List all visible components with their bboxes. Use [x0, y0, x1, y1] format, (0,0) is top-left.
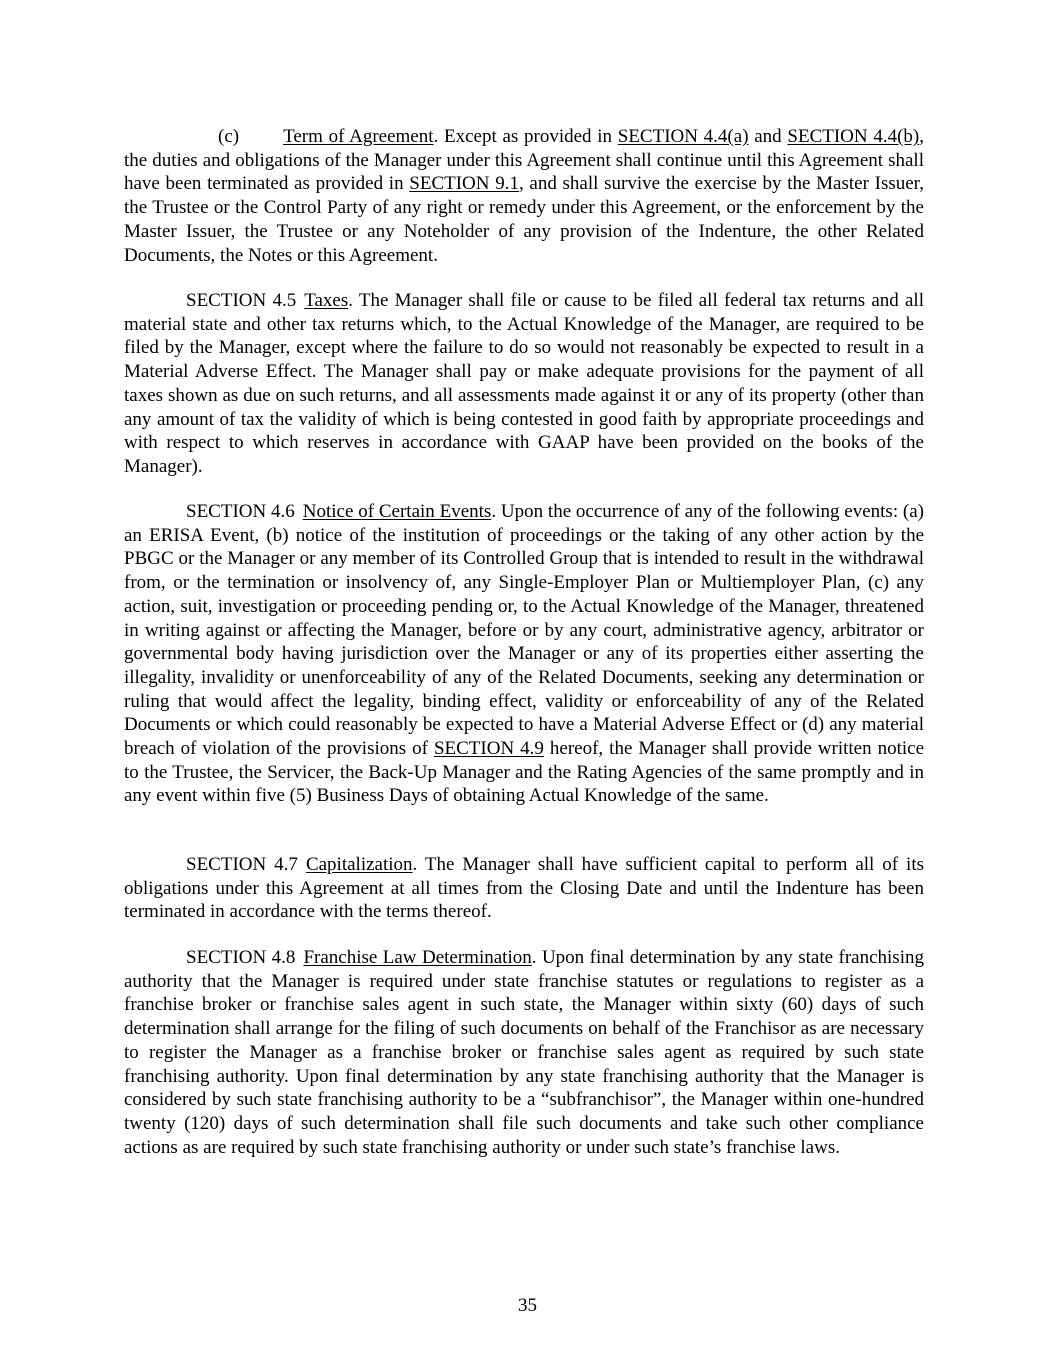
section-9-1-reference: SECTION 9.1	[409, 173, 519, 195]
paragraph-section-4-7	[124, 853, 924, 924]
paragraph-term-of-agreement	[124, 125, 924, 267]
term-text-2: and	[748, 126, 788, 147]
section-4-6-text-1: . Upon the occurrence of any of the following events: (a) an ERISA Event, (b) notice of the institution of proceedings or the taking of any other action by the PBGC or the Manager or any member of its Controlled Group that is intended to result in the withdrawal from, or the termination or insolvency of, any Single-Employer Plan or Multiemployer Plan, (c) any action, suit, investigation or proceeding pending or, to the Actual Knowledge of the Manager, threatened in writing against or affecting the Manager, before or by any court, administrative agency, arbitrator or governmental body having jurisdiction over the Manager or any of its properties either asserting the illegality, invalidity or unenforceability of any of the Related Documents, seeking any determination or ruling that would affect the legality, binding effect, validity or enforceability of any of the Related Documents or which could reasonably be expected to have a Material Adverse Effect or (d) any material breach of violation of the provisions of	[124, 501, 925, 760]
taxes-heading: Taxes	[304, 290, 349, 311]
term-text-1: . Except as provided in	[433, 126, 618, 147]
term-of-agreement-heading: Term of Agreement	[283, 126, 434, 147]
section-4-4a-reference: SECTION 4.4(a)	[617, 126, 749, 147]
section-4-5-body: . The Manager shall file or cause to be filed all federal tax returns and all material state and other tax returns which, to the Actual Knowledge of the Manager, are required to be filed by the Manager, except where the failure to do so would not reasonably be expected to result in a Material Adverse Effect. The Manager shall pay or make adequate provisions for the payment of all taxes shown as due on such returns, and all assessments made against it or any of its property (other than any amount of tax the validity of which is being contested in good faith by appropriate proceedings and with respect to which reserves in accordance with GAAP have been provided on the books of the Manager).	[124, 290, 924, 477]
section-4-8-number: SECTION 4.8	[186, 947, 296, 968]
term-text-3: , the duties and obligations of the Manager under this Agreement shall continue until this Agreement shall have been terminated as provided in	[124, 126, 924, 195]
section-4-6-text-2: hereof, the Manager shall provide written notice to the Trustee, the Servicer, the Back-Up Manager and the Rating Agencies of the same promptly and in any event within five (5) Business Days of obtaining Actual Knowledge of the same.	[124, 738, 924, 807]
paragraph-section-4-5	[124, 289, 924, 479]
section-4-7-number: SECTION 4.7	[186, 854, 298, 875]
paragraph-section-4-6	[124, 500, 924, 808]
capitalization-heading: Capitalization	[305, 854, 413, 875]
franchise-law-determination-heading: Franchise Law Determination	[303, 947, 532, 968]
paragraph-section-4-8	[124, 946, 924, 1159]
page-number: 35	[518, 1295, 537, 1316]
section-4-8-body: . Upon final determination by any state franchising authority that the Manager is required under state franchise statutes or regulations to register as a franchise broker or franchise sales agent in such state, the Manager within sixty (60) days of such determination shall arrange for the filing of such documents on behalf of the Franchisor as are necessary to register the Manager as a franchise broker or franchise sales agent as required by such state franchising authority. Upon final determination by any state franchising authority that the Manager is considered by such state franchising authority to be a “subfranchisor”, the Manager within one-hundred twenty (120) days of such determination shall file such documents and take such other compliance actions as are required by such state franchising authority or under such state’s franchise laws.	[124, 947, 924, 1158]
clause-label: (c)	[218, 126, 240, 147]
section-4-9-reference: SECTION 4.9	[433, 738, 544, 760]
section-4-4b-reference: SECTION 4.4(b)	[787, 126, 920, 147]
term-text-4: , and shall survive the exercise by the Master Issuer, the Trustee or the Control Party of any right or remedy under this Agreement, or the enforcement by the Master Issuer, the Trustee or any Noteholder of any provision of the Indenture, the other Related Documents, the Notes or this Agreement.	[124, 173, 924, 266]
notice-of-certain-events-heading: Notice of Certain Events	[302, 501, 492, 522]
section-4-5-number: SECTION 4.5	[186, 290, 297, 311]
section-4-6-number: SECTION 4.6	[186, 501, 295, 522]
section-4-7-body: . The Manager shall have sufficient capital to perform all of its obligations under this Agreement at all times from the Closing Date and until the Indenture has been terminated in accordance with the terms thereof.	[124, 854, 924, 923]
